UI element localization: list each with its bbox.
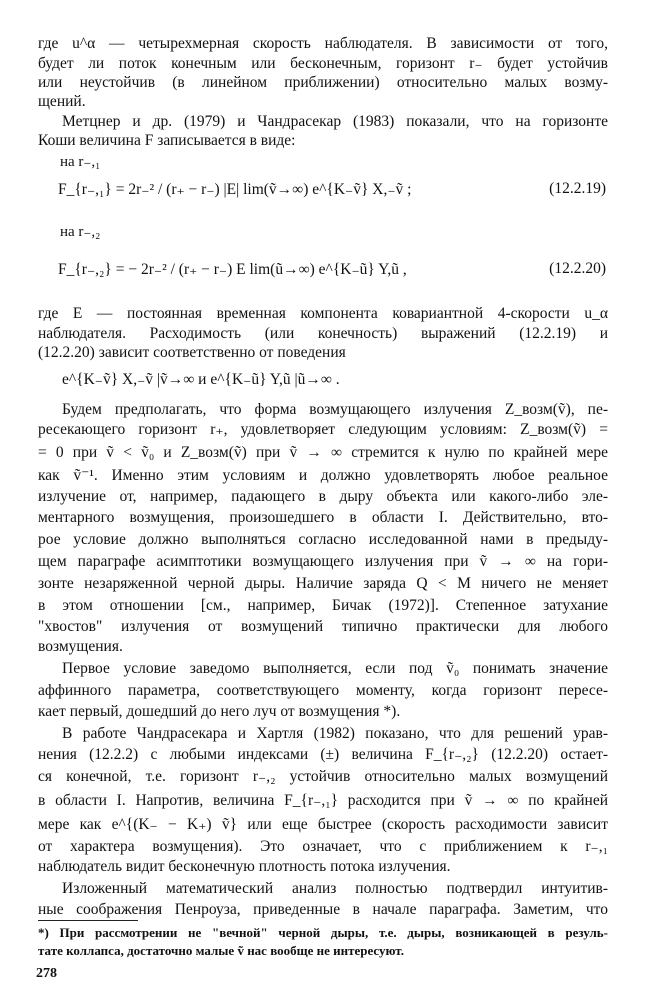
equation-number: (12.2.19) xyxy=(549,180,606,197)
text-line: как ṽ⁻¹. Именно этим условиям и должно удовлетворять любое реальное xyxy=(38,467,608,484)
limits-expression: e^{K₋ṽ} X,₋ṽ |ṽ→∞ и e^{K₋ũ} Y,ũ |ũ→∞ . xyxy=(62,371,340,388)
text-line: ные соображения Пенроуза, приведенные в начале параграфа. Заметим, что xyxy=(38,901,608,918)
text-line: (12.2.20) зависит соответственно от поведения xyxy=(38,344,346,361)
text-line: Изложенный математический анализ полностью подтвердил интуитив- xyxy=(62,880,608,897)
text-line: излучение от, например, падающего в дыру объекта или какого-либо эле- xyxy=(38,488,608,505)
text-line: наблюдателя. Расходимость (или конечность) выражений (12.2.19) и xyxy=(38,325,608,342)
text-line: аффинного параметра, соответствующего моменту, когда горизонт пересе- xyxy=(38,682,608,699)
text-line: в этом отношении [см., например, Бичак (1972)]. Степенное затухание xyxy=(38,597,608,614)
text-line: где u^α — четырехмерная скорость наблюдателя. В зависимости от того, xyxy=(38,35,608,52)
footnote-line: *) При рассмотрении не "вечной" черной дыры, т.е. дыры, возникающей в резуль- xyxy=(38,925,608,940)
text-line: Метцнер и др. (1979) и Чандрасекар (1983) показали, что на горизонте xyxy=(62,113,608,130)
text-line: зонте незаряженной черной дыры. Наличие заряда Q < M ничего не меняет xyxy=(38,575,608,592)
text-line: будет ли поток конечным или бесконечным, горизонт r₋ будет устойчив xyxy=(38,55,608,72)
text-line: = 0 при ṽ < ṽ₀ и Z_возм(ṽ) при ṽ → ∞ стремится к нулю по крайней мере xyxy=(38,444,608,461)
text-line: Коши величина F записывается в виде: xyxy=(38,132,296,149)
text-line: Первое условие заведомо выполняется, если под ṽ₀ понимать значение xyxy=(62,660,608,677)
page-number: 278 xyxy=(36,966,57,981)
text-line: рое условие должно выполняться согласно исследованной нами в предыду- xyxy=(38,531,608,548)
text-line: нения (12.2.2) с любыми индексами (±) величина F_{r₋,₂} (12.2.20) остает- xyxy=(38,746,608,763)
equation-formula: F_{r₋,₂} = − 2r₋² / (r₊ − r₋) E lim(ũ→∞) e^{K₋ũ} Y,ũ , xyxy=(58,261,407,278)
equation-12-2-20 xyxy=(58,248,608,296)
text-line: от характера возмущения). Это означает, что с приближением к r₋,₁ xyxy=(38,838,608,855)
text-line: наблюдатель видит бесконечную плотность потока излучения. xyxy=(38,858,451,875)
equation-label: на r₋,₁ xyxy=(60,154,101,170)
text-line: возмущения. xyxy=(38,638,123,655)
text-line: ресекающего горизонт r₊, удовлетворяет следующим условиям: Z_возм(ṽ) = xyxy=(38,421,608,438)
text-line: щений. xyxy=(38,93,86,110)
text-line: или неустойчив (в линейном приближении) относительно малых возму- xyxy=(38,74,608,91)
text-line: в области I. Напротив, величина F_{r₋,₁} расходится при ṽ → ∞ по крайней xyxy=(38,792,608,809)
equation-label: на r₋,₂ xyxy=(60,224,101,240)
text-line: ментарного возмущения, произошедшего в области I. Действительно, вто- xyxy=(38,509,608,526)
text-line: В работе Чандрасекара и Хартля (1982) показано, что для решений урав- xyxy=(62,725,608,742)
footnote-divider xyxy=(38,920,138,921)
equation-number: (12.2.20) xyxy=(549,260,606,277)
text-line: "хвостов" излучения от возмущений типично практически для любого xyxy=(38,618,608,635)
equation-12-2-19 xyxy=(58,168,608,216)
text-line: мере как e^{(K₋ − K₊) ṽ} или еще быстрее (скорость расходимости зависит xyxy=(38,816,608,833)
footnote-line: тате коллапса, достаточно малые ṽ нас вообще не интересуют. xyxy=(38,943,404,958)
equation-formula: F_{r₋,₁} = 2r₋² / (r₊ − r₋) |E| lim(ṽ→∞) e^{K₋ṽ} X,₋ṽ ; xyxy=(58,181,412,198)
text-line: Будем предполагать, что форма возмущающего излучения Z_возм(ṽ), пе- xyxy=(62,401,608,418)
text-line: где E — постоянная временная компонента ковариантной 4-скорости u_α xyxy=(38,305,608,322)
text-line: кает первый, дошедший до него луч от возмущения *). xyxy=(38,703,401,720)
text-line: ся конечной, т.е. горизонт r₋,₂ устойчив относительно малых возмущений xyxy=(38,768,608,785)
text-line: щем параграфе асимптотики возмущающего излучения при ṽ → ∞ на гори- xyxy=(38,553,608,570)
